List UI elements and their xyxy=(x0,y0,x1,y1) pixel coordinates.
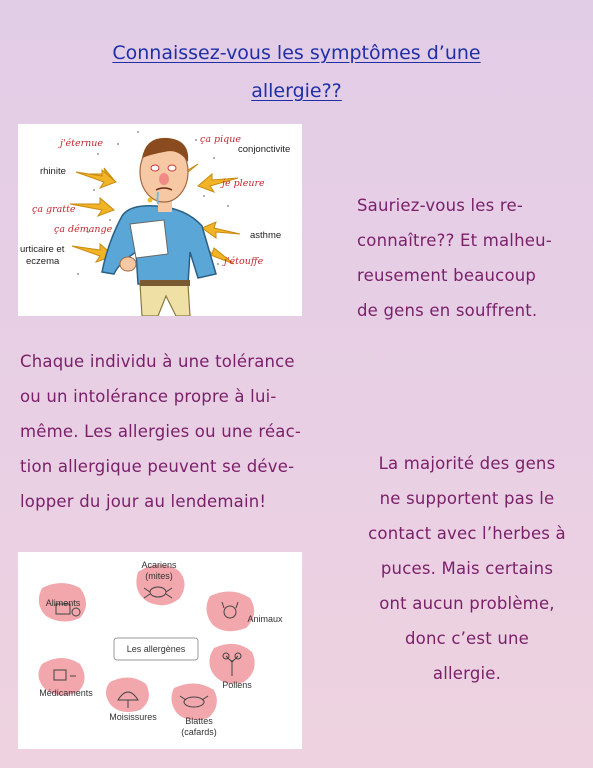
label-animaux: Animaux xyxy=(247,614,283,624)
label-medicaments: Médicaments xyxy=(39,688,93,698)
title-line-1: Connaissez-vous les symptômes d’une xyxy=(112,42,481,64)
text-line: donc c’est une xyxy=(405,629,529,648)
text-line: puces. Mais certains xyxy=(380,559,554,578)
label-asthme: asthme xyxy=(250,230,282,241)
label-eternue: j'éternue xyxy=(60,138,104,149)
text-line: de gens en souffrent. xyxy=(357,301,538,320)
label-urticaire: urticaire et xyxy=(20,244,65,255)
page-title xyxy=(0,34,593,110)
label-pleure: je pleure xyxy=(222,178,265,189)
label-conjonctivite: conjonctivite xyxy=(238,144,291,155)
label-pollens: Pollens xyxy=(222,680,252,690)
paragraph-tolerance xyxy=(20,344,350,519)
allergens-center-label: Les allergènes xyxy=(126,644,186,654)
text-line: contact avec l’herbes à xyxy=(368,524,566,543)
text-line: La majorité des gens xyxy=(378,454,556,473)
text-line: connaître?? Et malheu- xyxy=(357,231,552,250)
label-aliments: Aliments xyxy=(45,598,81,608)
text-line: tion allergique peuvent se déve- xyxy=(20,457,295,476)
text-line: ne supportent pas le xyxy=(379,489,555,508)
text-line: même. Les allergies ou une réac- xyxy=(20,422,302,441)
label-demange: ça démange xyxy=(54,224,113,235)
symptoms-illustration xyxy=(18,124,302,316)
text-line: reusement beaucoup xyxy=(357,266,537,285)
label-blattes: Blattes xyxy=(185,716,213,726)
label-pique: ça pique xyxy=(200,134,241,145)
text-line: Sauriez-vous les re- xyxy=(357,196,523,215)
text-line: ont aucun problème, xyxy=(379,594,555,613)
label-mites: (mites) xyxy=(145,571,173,581)
label-acariens: Acariens xyxy=(141,560,177,570)
paragraph-recognize xyxy=(357,188,577,328)
label-gratte: ça gratte xyxy=(32,204,76,215)
text-line: ou un intolérance propre à lui- xyxy=(20,387,277,406)
allergens-diagram xyxy=(18,552,302,749)
label-rhinite: rhinite xyxy=(40,166,66,177)
label-eczema: eczema xyxy=(26,256,60,267)
paragraph-poison-ivy xyxy=(352,446,582,691)
label-cafards: (cafards) xyxy=(181,727,217,737)
text-line: lopper du jour au lendemain! xyxy=(20,492,267,511)
label-etouffe: j'étouffe xyxy=(224,256,264,267)
title-line-2: allergie?? xyxy=(251,80,342,102)
text-line: Chaque individu à une tolérance xyxy=(20,352,295,371)
text-line: allergie. xyxy=(432,664,502,683)
label-moisissures: Moisissures xyxy=(109,712,157,722)
